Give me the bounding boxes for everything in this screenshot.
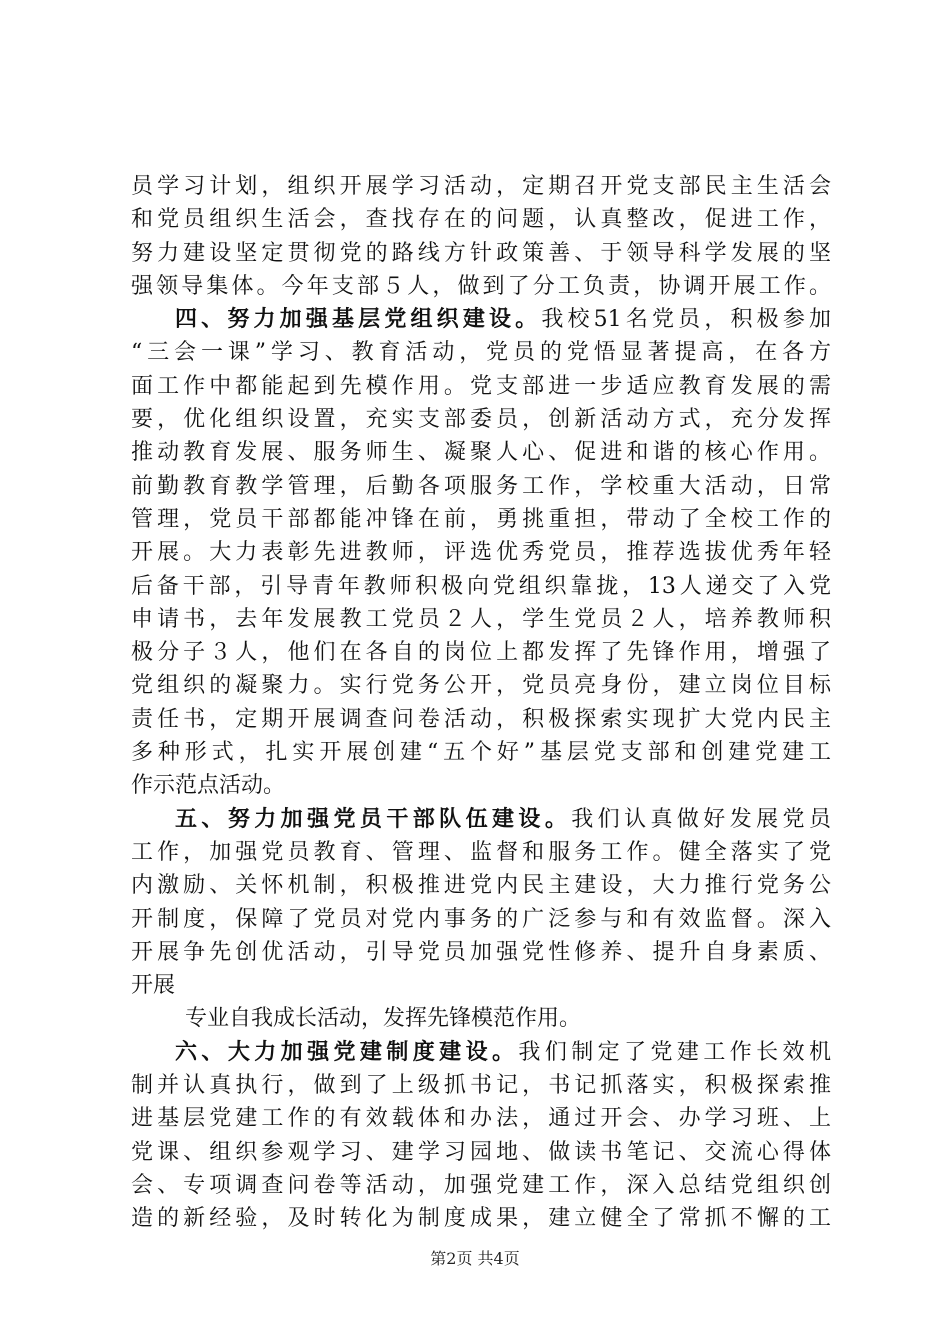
paragraph-line: 申请书，去年发展教工党员２人，学生党员２人，培养教师积: [131, 606, 831, 632]
paragraph-line: 前勤教育教学管理，后勤各项服务工作，学校重大活动，日常: [131, 473, 831, 499]
section-6-first-line: [131, 1036, 831, 1069]
paragraph-line: 和党员组织生活会，查找存在的问题，认真整改，促进工作，: [131, 207, 831, 233]
paragraph-line: 管理，党员干部都能冲锋在前，勇挑重担，带动了全校工作的: [131, 506, 831, 532]
section-5-text: 我们认真做好发展党员: [571, 806, 831, 832]
paragraph-line: 工作，加强党员教育、管理、监督和服务工作。健全落实了党: [131, 839, 831, 865]
paragraph-line: 开制度，保障了党员对党内事务的广泛参与和有效监督。深入: [131, 906, 831, 932]
paragraph-line: 会、专项调查问卷等活动，加强党建工作，深入总结党组织创: [131, 1172, 831, 1198]
paragraph-line: 要，优化组织设置，充实支部委员，创新活动方式，充分发挥: [131, 407, 831, 433]
section-6-text: 我们制定了党建工作长效机: [518, 1039, 831, 1065]
paragraph-line: 造的新经验，及时转化为制度成果，建立健全了常抓不懈的工: [131, 1206, 831, 1232]
page-number: 第2页 共4页: [430, 1249, 520, 1268]
paragraph-line: 开展争先创优活动，引导党员加强党性修养、提升自身素质、: [131, 939, 831, 965]
paragraph-line: 进基层党建工作的有效载体和办法，通过开会、办学习班、上: [131, 1106, 831, 1132]
paragraph-line: 党组织的凝聚力。实行党务公开，党员亮身份，建立岗位目标: [131, 673, 831, 699]
section-6-heading: 六、大力加强党建制度建设。: [175, 1039, 519, 1065]
paragraph-line: 面工作中都能起到先模作用。党支部进一步适应教育发展的需: [131, 373, 831, 399]
paragraph-line: 后备干部，引导青年教师积极向党组织靠拢，13人递交了入党: [131, 573, 831, 599]
section-4-first-line: [131, 303, 831, 336]
section-5-heading: 五、努力加强党员干部队伍建设。: [175, 806, 572, 832]
section-4-heading: 四、努力加强基层党组织建设。: [175, 307, 542, 333]
paragraph-line: 推动教育发展、服务师生、凝聚人心、促进和谐的核心作用。: [131, 440, 831, 466]
paragraph-line: 作示范点活动。: [131, 773, 286, 799]
section-5-first-line: [131, 803, 831, 836]
paragraph-line: 强领导集体。今年支部５人，做到了分工负责，协调开展工作。: [131, 273, 831, 299]
paragraph-line: 多种形式，扎实开展创建“五个好”基层党支部和创建党建工: [131, 740, 831, 766]
paragraph-line: 党课、组织参观学习、建学习园地、做读书笔记、交流心得体: [131, 1139, 831, 1165]
paragraph-line: 极分子３人，他们在各自的岗位上都发挥了先锋作用，增强了: [131, 640, 831, 666]
paragraph-line: 制并认真执行，做到了上级抓书记，书记抓落实，积极探索推: [131, 1073, 831, 1099]
paragraph-line: 内激励、关怀机制，积极推进党内民主建设，大力推行党务公: [131, 873, 831, 899]
paragraph-line: 开展: [131, 973, 176, 999]
paragraph-line: 员学习计划，组织开展学习活动，定期召开党支部民主生活会: [131, 174, 831, 199]
paragraph-line: “三会一课”学习、教育活动，党员的党悟显著提高，在各方: [131, 340, 831, 366]
section-4-text: 我校51名党员，积极参加: [541, 307, 831, 333]
paragraph-line: 责任书，定期开展调查问卷活动，积极探索实现扩大党内民主: [131, 706, 831, 732]
document-body: [131, 170, 831, 1236]
paragraph-line: 开展。大力表彰先进教师，评选优秀党员，推荐选拔优秀年轻: [131, 540, 831, 566]
paragraph-line: 努力建设坚定贯彻党的路线方针政策善、于领导科学发展的坚: [131, 240, 831, 266]
paragraph-line: 专业自我成长活动，发挥先锋模范作用。: [185, 1006, 582, 1032]
